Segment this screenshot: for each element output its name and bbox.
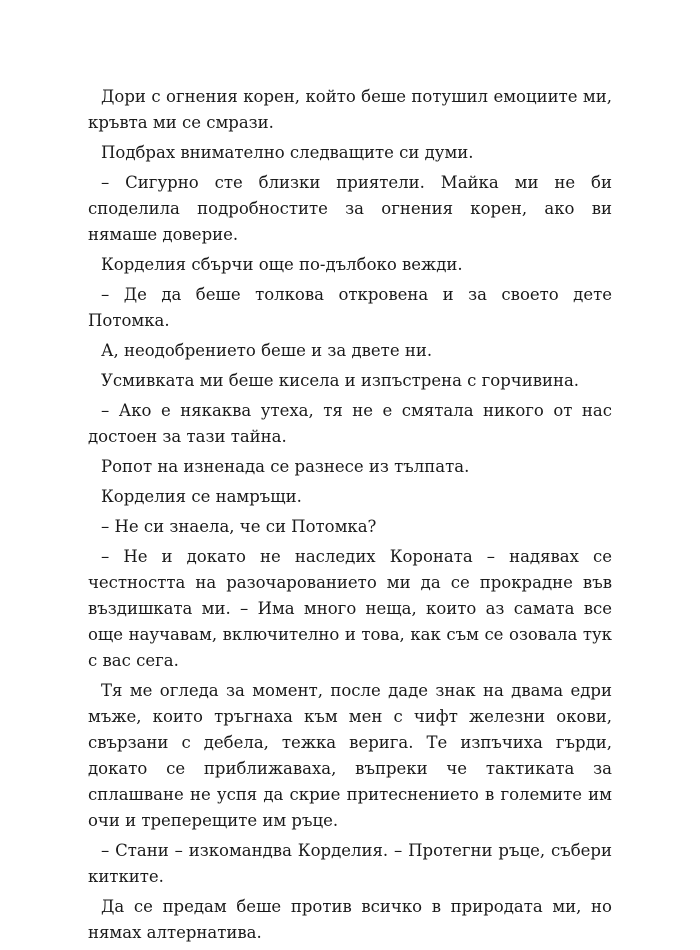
paragraph: Усмивката ми беше кисела и изпъстрена с горчивина. [101, 371, 580, 390]
dialogue-paragraph: – Не и докато не наследих Короната – надявах се честността на разочарованието ми да се прокрадне във въздишката ми. – Има много неща, които аз самата все още научавам, включително и това, как съм се озовала тук с вас сега. [88, 547, 612, 670]
paragraph: Подбрах внимателно следващите си думи. [101, 143, 474, 162]
paragraph: Корделия сбърчи още по-дълбоко вежди. [101, 255, 463, 274]
paragraph: Да се предам беше против всичко в природата ми, но нямах алтернатива. [88, 897, 612, 942]
paragraph: Ропот на изненада се разнесе из тълпата. [101, 457, 470, 476]
dialogue-paragraph: – Ако е някаква утеха, тя не е смятала никого от нас достоен за тази тайна. [88, 401, 612, 446]
dialogue-paragraph: – Не си знаела, че си Потомка? [101, 517, 377, 536]
paragraph: Корделия се намръщи. [101, 487, 302, 506]
paragraph: Тя ме огледа за момент, после даде знак на двама едри мъже, които тръгнаха към мен с чифт железни окови, свързани с дебела, тежка верига. Те изпъчиха гърди, докато се приближаваха, въпреки че тактиката за сплашване не успя да скрие притеснението в големите им очи и треперещите им ръце. [88, 681, 612, 830]
paragraph: А, неодобрението беше и за двете ни. [101, 341, 433, 360]
dialogue-paragraph: – Де да беше толкова откровена и за своето дете Потомка. [88, 285, 612, 330]
dialogue-paragraph: – Сигурно сте близки приятели. Майка ми не би споделила подробностите за огнения корен, ако ви нямаше доверие. [88, 173, 612, 244]
dialogue-paragraph: – Стани – изкомандва Корделия. – Протегни ръце, събери китките. [88, 841, 612, 886]
book-page [88, 84, 612, 950]
paragraph: Дори с огнения корен, който беше потушил емоциите ми, кръвта ми се смрази. [88, 87, 612, 132]
